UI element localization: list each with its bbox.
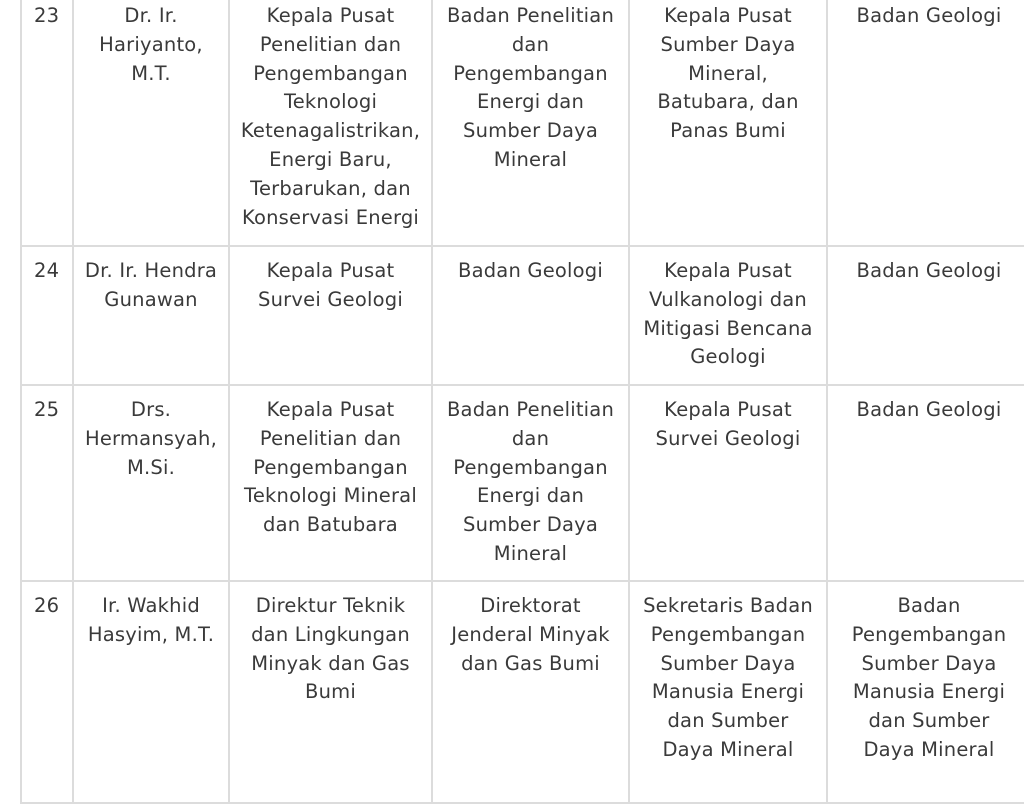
- official-name: [73, 581, 229, 803]
- cell-text-line: Penelitian dan: [259, 426, 402, 450]
- cell-text-line: Energi Baru,: [269, 147, 392, 171]
- cell-text-line: Hariyanto,: [99, 32, 203, 56]
- cell-text-line: Sumber Daya: [463, 119, 598, 143]
- row-number: 26: [21, 581, 73, 803]
- table-row: [21, 581, 1024, 803]
- cell-text-line: Daya Mineral: [662, 737, 794, 761]
- cell-text-line: Manusia Energi: [651, 680, 805, 704]
- cell-text-line: Sumber Daya: [660, 32, 796, 56]
- new-position: [629, 385, 827, 581]
- cell-text-line: Daya Mineral: [863, 737, 995, 761]
- cell-text-line: Badan Penelitian: [446, 398, 615, 421]
- official-name: [73, 0, 229, 246]
- cell-text-line: Badan Geologi: [856, 4, 1002, 27]
- cell-text-line: Sumber Daya: [463, 513, 598, 537]
- previous-position: [229, 246, 432, 385]
- cell-text-line: Penelitian dan: [259, 32, 402, 56]
- new-position: [629, 246, 827, 385]
- cell-text-line: Sumber Daya: [861, 651, 997, 675]
- table-row: [21, 0, 1024, 246]
- cell-text-line: Minyak dan Gas: [251, 651, 410, 675]
- table-row: [21, 246, 1024, 385]
- previous-unit: [432, 385, 629, 581]
- cell-text-line: Vulkanologi dan: [648, 287, 807, 311]
- row-number: 25: [21, 385, 73, 581]
- cell-text-line: Survei Geologi: [258, 287, 403, 311]
- cell-text-line: dan: [511, 426, 550, 450]
- new-position: [629, 581, 827, 803]
- cell-text-line: Mineral: [493, 541, 568, 565]
- previous-unit: [432, 246, 629, 385]
- official-name: [73, 246, 229, 385]
- cell-text-line: Pengembangan: [453, 455, 608, 479]
- new-unit: [827, 385, 1024, 581]
- cell-text-line: Pengembangan: [253, 61, 408, 85]
- cell-text-line: Teknologi Mineral: [244, 484, 417, 508]
- cell-text-line: Mitigasi Bencana: [643, 316, 813, 340]
- cell-text-line: Dr. Ir. Hendra: [84, 259, 218, 282]
- cell-text-line: Terbarukan, dan: [250, 176, 411, 200]
- cell-text-line: Gunawan: [104, 287, 198, 311]
- cell-text-line: Teknologi: [283, 90, 378, 114]
- cell-text-line: Energi dan: [476, 90, 585, 114]
- cell-text-line: Kepala Pusat: [664, 259, 792, 282]
- cell-text-line: dan Sumber: [667, 709, 789, 733]
- row-number: 24: [21, 246, 73, 385]
- cell-text-line: M.Si.: [126, 455, 176, 479]
- cell-text-line: Direktur Teknik: [255, 594, 406, 617]
- previous-position: [229, 0, 432, 246]
- cell-text-line: Sumber Daya: [660, 651, 796, 675]
- table-body: [21, 0, 1024, 803]
- cell-text-line: Pengembangan: [650, 622, 806, 646]
- cell-text-line: Survei Geologi: [655, 426, 801, 450]
- cell-text-line: Direktorat: [480, 594, 581, 617]
- cell-text-line: Mineral: [493, 147, 568, 171]
- row-number: 23: [21, 0, 73, 246]
- cell-text-line: Mineral,: [688, 61, 768, 85]
- cell-text-line: Konservasi Energi: [241, 205, 420, 229]
- cell-text-line: Kepala Pusat: [266, 4, 395, 27]
- cell-text-line: Kepala Pusat: [664, 398, 792, 421]
- cell-text-line: Ir. Wakhid: [102, 594, 200, 617]
- officials-table: [20, 0, 1024, 804]
- cell-text-line: Kepala Pusat: [664, 4, 792, 27]
- cell-text-line: Pengembangan: [851, 622, 1007, 646]
- cell-text-line: dan Sumber: [868, 709, 990, 733]
- cell-text-line: Batubara, dan: [657, 90, 799, 114]
- previous-position: [229, 581, 432, 803]
- cell-text-line: dan Lingkungan: [251, 622, 410, 646]
- cell-text-line: Badan Geologi: [458, 259, 603, 282]
- cell-text-line: Hasyim, M.T.: [87, 622, 215, 646]
- previous-unit: [432, 0, 629, 246]
- cell-text-line: dan: [511, 32, 550, 56]
- cell-text-line: Dr. Ir.: [124, 4, 178, 27]
- cell-text-line: Bumi: [305, 680, 356, 704]
- cell-text-line: Pengembangan: [253, 455, 408, 479]
- cell-text-line: Badan: [897, 594, 961, 617]
- cell-text-line: Badan Geologi: [856, 259, 1002, 282]
- new-unit: [827, 0, 1024, 246]
- cell-text-line: Hermansyah,: [84, 426, 218, 450]
- cell-text-line: Badan Penelitian: [446, 4, 615, 27]
- previous-unit: [432, 581, 629, 803]
- cell-text-line: Kepala Pusat: [266, 259, 395, 282]
- cell-text-line: Geologi: [690, 345, 766, 369]
- cell-text-line: Panas Bumi: [670, 119, 786, 143]
- cell-text-line: M.T.: [131, 61, 171, 85]
- table-row: [21, 385, 1024, 581]
- cell-text-line: dan Batubara: [263, 513, 398, 537]
- new-unit: [827, 581, 1024, 803]
- official-name: [73, 385, 229, 581]
- previous-position: [229, 385, 432, 581]
- cell-text-line: Drs.: [130, 398, 172, 421]
- new-unit: [827, 246, 1024, 385]
- cell-text-line: Badan Geologi: [856, 398, 1002, 421]
- cell-text-line: Energi dan: [476, 484, 585, 508]
- new-position: [629, 0, 827, 246]
- cell-text-line: Sekretaris Badan: [643, 594, 813, 617]
- cell-text-line: Kepala Pusat: [266, 398, 395, 421]
- cell-text-line: Ketenagalistrikan,: [240, 119, 421, 143]
- cell-text-line: dan Gas Bumi: [461, 651, 600, 675]
- cell-text-line: Pengembangan: [453, 61, 608, 85]
- cell-text-line: Jenderal Minyak: [451, 622, 610, 646]
- cell-text-line: Manusia Energi: [852, 680, 1006, 704]
